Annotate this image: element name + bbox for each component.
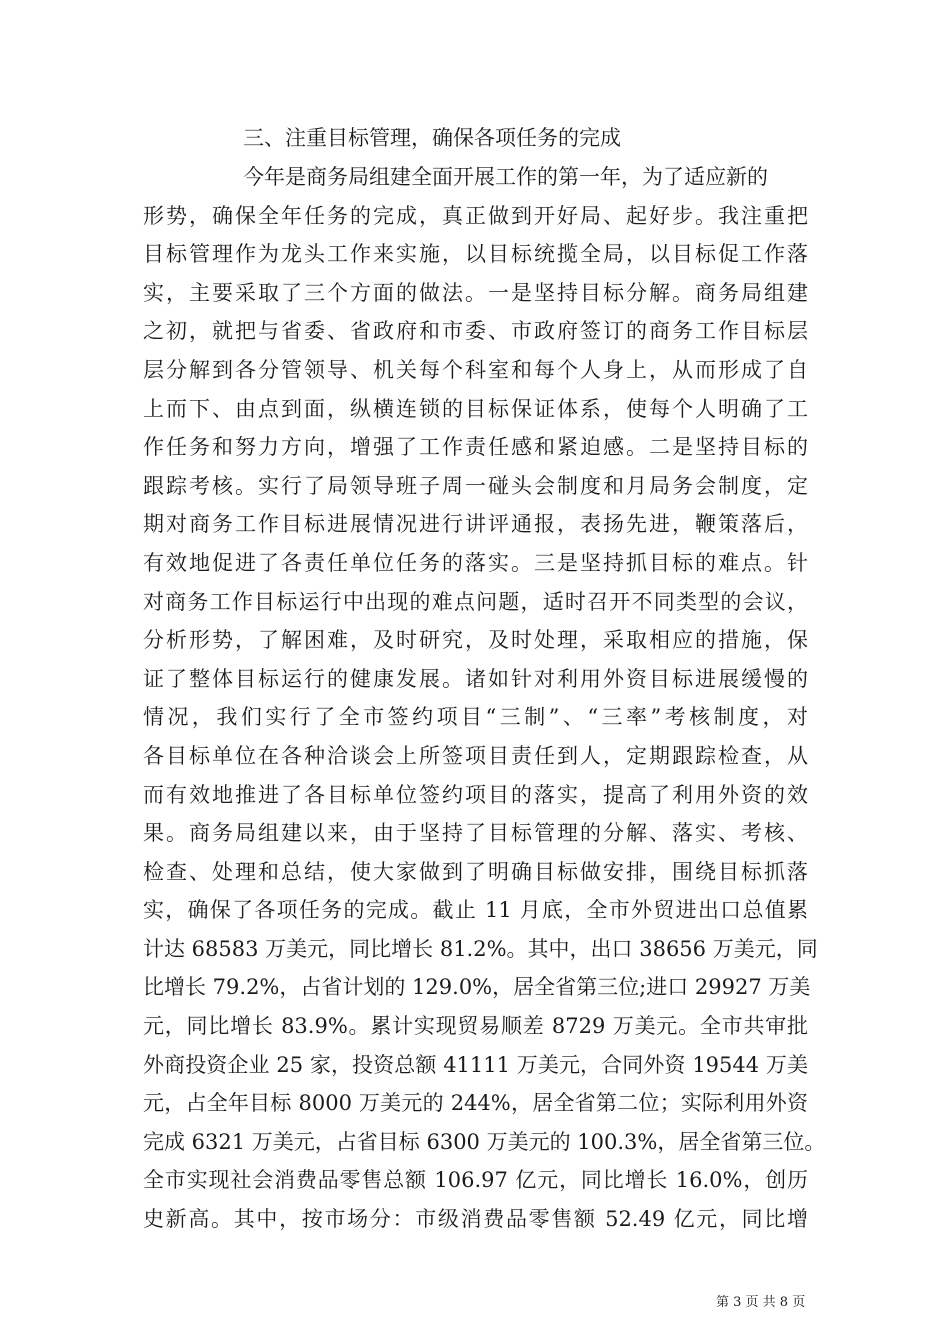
text-line: 目标管理作为龙头工作来实施，以目标统揽全局，以目标促工作落 xyxy=(143,242,808,267)
text-line: 史新高。其中，按市场分：市级消费品零售额 52.49 亿元，同比增 xyxy=(143,1207,808,1232)
text-line: 形势，确保全年任务的完成，真正做到开好局、起好步。我注重把 xyxy=(143,203,808,228)
text-line: 外商投资企业 25 家，投资总额 41111 万美元，合同外资 19544 万美 xyxy=(143,1052,808,1077)
text-line: 元，占全年目标 8000 万美元的 244%，居全省第二位；实际利用外资 xyxy=(143,1091,808,1116)
text-line: 果。商务局组建以来，由于坚持了目标管理的分解、落实、考核、 xyxy=(143,821,808,846)
text-line: 完成 6321 万美元，占省目标 6300 万美元的 100.3%，居全省第三位。 xyxy=(143,1129,826,1154)
section-heading: 三、注重目标管理，确保各项任务的完成 xyxy=(243,126,621,150)
text-line: 对商务工作目标运行中出现的难点问题，适时召开不同类型的会议， xyxy=(143,589,808,614)
text-line: 跟踪考核。实行了局领导班子周一碰头会制度和月局务会制度，定 xyxy=(143,473,808,498)
text-line: 期对商务工作目标进展情况进行讲评通报，表扬先进，鞭策落后， xyxy=(143,512,808,537)
text-line: 检查、处理和总结，使大家做到了明确目标做安排，围绕目标抓落 xyxy=(143,859,808,884)
text-line: 情况，我们实行了全市签约项目“三制”、“三率”考核制度，对 xyxy=(143,705,808,730)
text-line: 计达 68583 万美元，同比增长 81.2%。其中，出口 38656 万美元，同 xyxy=(143,936,818,961)
text-line: 全市实现社会消费品零售总额 106.97 亿元，同比增长 16.0%，创历 xyxy=(143,1168,808,1193)
text-line: 实，主要采取了三个方面的做法。一是坚持目标分解。商务局组建 xyxy=(143,280,808,305)
page-number: 第 3 页 共 8 页 xyxy=(716,1295,806,1310)
text-line: 有效地促进了各责任单位任务的落实。三是坚持抓目标的难点。针 xyxy=(143,550,808,575)
text-line: 各目标单位在各种洽谈会上所签项目责任到人，定期跟踪检查，从 xyxy=(143,743,808,768)
text-line: 之初，就把与省委、省政府和市委、市政府签订的商务工作目标层 xyxy=(143,319,808,344)
text-line: 上而下、由点到面，纵横连锁的目标保证体系，使每个人明确了工 xyxy=(143,396,808,421)
text-line: 证了整体目标运行的健康发展。诸如针对利用外资目标进展缓慢的 xyxy=(143,666,808,691)
text-line: 而有效地推进了各目标单位签约项目的落实，提高了利用外资的效 xyxy=(143,782,808,807)
body-text xyxy=(143,158,826,1239)
text-line: 层分解到各分管领导、机关每个科室和每个人身上，从而形成了自 xyxy=(143,357,808,382)
text-line: 作任务和努力方向，增强了工作责任感和紧迫感。二是坚持目标的 xyxy=(143,435,808,460)
text-line: 比增长 79.2%，占省计划的 129.0%，居全省第三位;进口 29927 万美 xyxy=(143,975,811,1000)
text-line: 今年是商务局组建全面开展工作的第一年，为了适应新的 xyxy=(243,165,768,189)
text-line: 分析形势，了解困难，及时研究，及时处理，采取相应的措施，保 xyxy=(143,628,808,653)
text-line: 元，同比增长 83.9%。累计实现贸易顺差 8729 万美元。全市共审批 xyxy=(143,1014,808,1039)
text-line: 实，确保了各项任务的完成。截止 11 月底，全市外贸进出口总值累 xyxy=(143,898,808,923)
